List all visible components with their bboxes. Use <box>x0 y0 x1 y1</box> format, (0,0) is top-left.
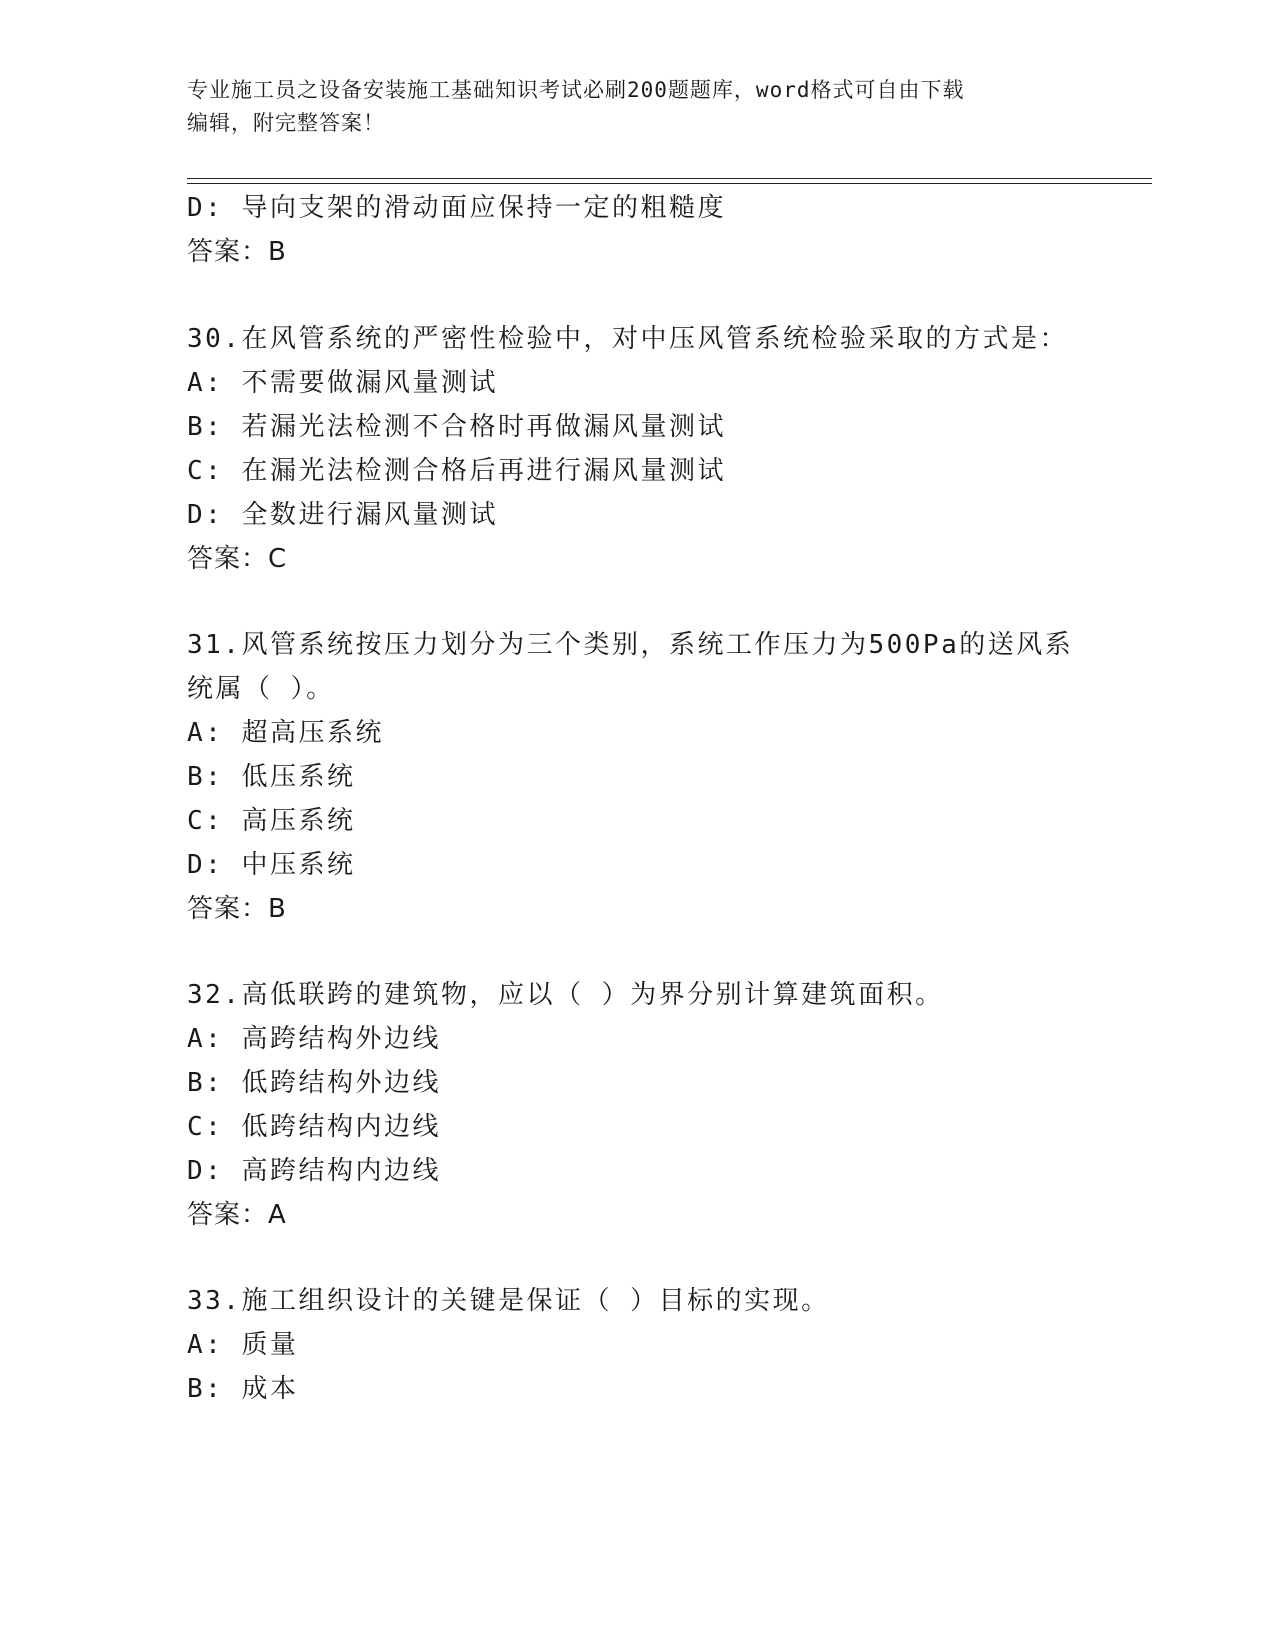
question-30-answer: 答案：C <box>187 544 288 574</box>
question-31-option-d: D: 中压系统 <box>187 850 356 880</box>
question-30-option-d: D: 全数进行漏风量测试 <box>187 500 498 530</box>
question-32-option-c: C: 低跨结构内边线 <box>187 1112 441 1142</box>
question-30-option-b: B: 若漏光法检测不合格时再做漏风量测试 <box>187 412 726 442</box>
question-31-stem-line-1: 31.风管系统按压力划分为三个类别，系统工作压力为500Pa的送风系 <box>187 630 1074 660</box>
question-33-option-a: A: 质量 <box>187 1330 299 1360</box>
option-d-continued: D: 导向支架的滑动面应保持一定的粗糙度 <box>187 193 726 223</box>
question-32-answer: 答案：A <box>187 1200 287 1230</box>
answer-continued: 答案：B <box>187 237 287 267</box>
question-31-option-b: B: 低压系统 <box>187 762 356 792</box>
header-divider-top <box>187 178 1152 179</box>
question-32-option-d: D: 高跨结构内边线 <box>187 1156 441 1186</box>
question-31-option-c: C: 高压系统 <box>187 806 356 836</box>
header-divider-bottom <box>187 183 1152 184</box>
header-line-1: 专业施工员之设备安装施工基础知识考试必刷200题题库，word格式可自由下载 <box>187 78 965 102</box>
question-31-answer: 答案：B <box>187 894 287 924</box>
question-33-option-b: B: 成本 <box>187 1374 299 1404</box>
question-30-option-c: C: 在漏光法检测合格后再进行漏风量测试 <box>187 456 726 486</box>
header-line-2: 编辑，附完整答案！ <box>187 111 385 135</box>
question-32-stem: 32.高低联跨的建筑物，应以（ ）为界分别计算建筑面积。 <box>187 980 944 1010</box>
question-31-option-a: A: 超高压系统 <box>187 718 384 748</box>
question-32-option-b: B: 低跨结构外边线 <box>187 1068 441 1098</box>
question-30-option-a: A: 不需要做漏风量测试 <box>187 368 498 398</box>
question-31-stem-line-2: 统属（ ）。 <box>187 674 335 704</box>
question-32-option-a: A: 高跨结构外边线 <box>187 1024 441 1054</box>
question-33-stem: 33.施工组织设计的关键是保证（ ）目标的实现。 <box>187 1286 830 1316</box>
question-30-stem: 30.在风管系统的严密性检验中，对中压风管系统检验采取的方式是： <box>187 324 1068 354</box>
document-header <box>187 74 1067 140</box>
